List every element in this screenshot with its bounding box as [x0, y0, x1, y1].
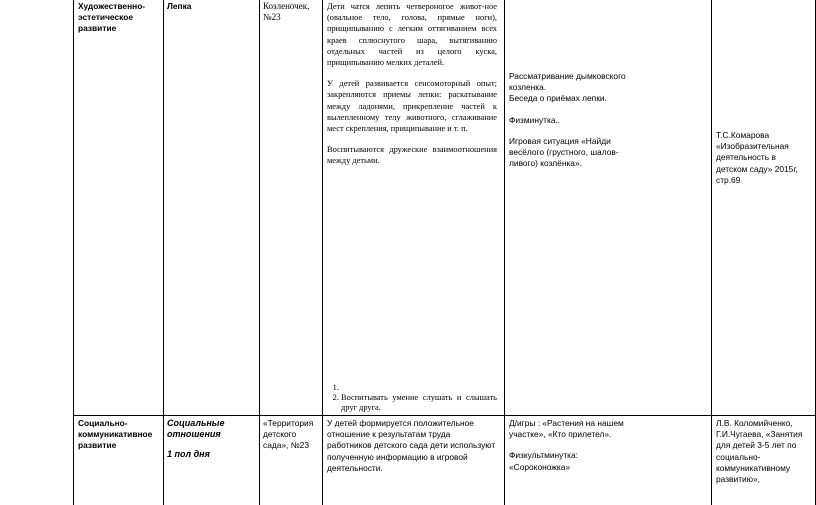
area-cell: Социально-коммуникативное развитие [78, 418, 153, 451]
task-list [327, 382, 497, 413]
topic-cell: «Территория детского сада», №23 [263, 418, 314, 451]
activity-cell: Лепка [167, 1, 192, 11]
tasks-cell: У детей формируется положительное отношение к результатам труда работников детского сада дети используют полученную информацию в игровой деятельности. [327, 418, 496, 473]
activity-title: Социальные отношения [167, 418, 225, 440]
task-paragraph: Воспитываются дружеские взаимоотношения между детьми. [327, 145, 497, 166]
method-item: Рассматривание дымковского козленка. [509, 71, 626, 93]
method-item: Д/игры : «Растения на нашем участке», «Кто прилетел». [509, 418, 624, 440]
activity-cell [167, 418, 255, 461]
topic-cell: Козленочек, №23 [263, 1, 310, 23]
methods-cell [509, 418, 641, 473]
list-item: 2. Воспитывать умение слушать и слышать друг друга. [341, 393, 497, 413]
method-item: Физминутка.. [509, 114, 561, 125]
activity-period: 1 пол дня [167, 449, 210, 460]
table-border-col4 [322, 0, 323, 505]
tasks-cell [327, 1, 497, 167]
table-border-col5 [504, 0, 505, 505]
method-item: Беседа о приёмах лепки. [509, 93, 607, 104]
source-cell: Т.С.Комарова «Изобразительная деятельность в детском саду» 2015г, стр.69 [716, 130, 798, 185]
table-border-col6 [711, 0, 712, 505]
area-cell: Художественно-эстетическое развитие [78, 1, 146, 34]
methods-cell [509, 71, 635, 169]
source-cell: Л.В. Коломийченко, Г.И.Чугаева, «Занятия для детей 3-5 лет по социально-коммуникативному развитию», [716, 418, 803, 485]
method-item: Игровая ситуация «Найди весёлого (грустного, шалов-ливого) козлёнка». [509, 135, 619, 169]
method-item: Физкультминутка: «Сороконожка» [509, 450, 578, 472]
table-row-divider [73, 415, 816, 416]
task-paragraph: У детей развивается сенсомоторный опыт; закрепляются приемы лепки: раскатывание между ладонями, прикрепление частей к вылепленному телу животного, сглаживание мест скрепления, прищипывание и т. п. [327, 79, 497, 134]
table-border-col3 [259, 0, 260, 505]
table-border-col2 [163, 0, 164, 505]
list-item [341, 382, 497, 393]
task-paragraph: Дети чатся лепить четвероногое живот-ное (овальное тело, голова, прямые ноги), прищипыванию с легким оттягиванием всех краев сплюснутого шара, вытягиванию отдельных частей из целого куска, прищипыванию мелких деталей. [327, 2, 497, 68]
table-border-left [73, 0, 74, 505]
